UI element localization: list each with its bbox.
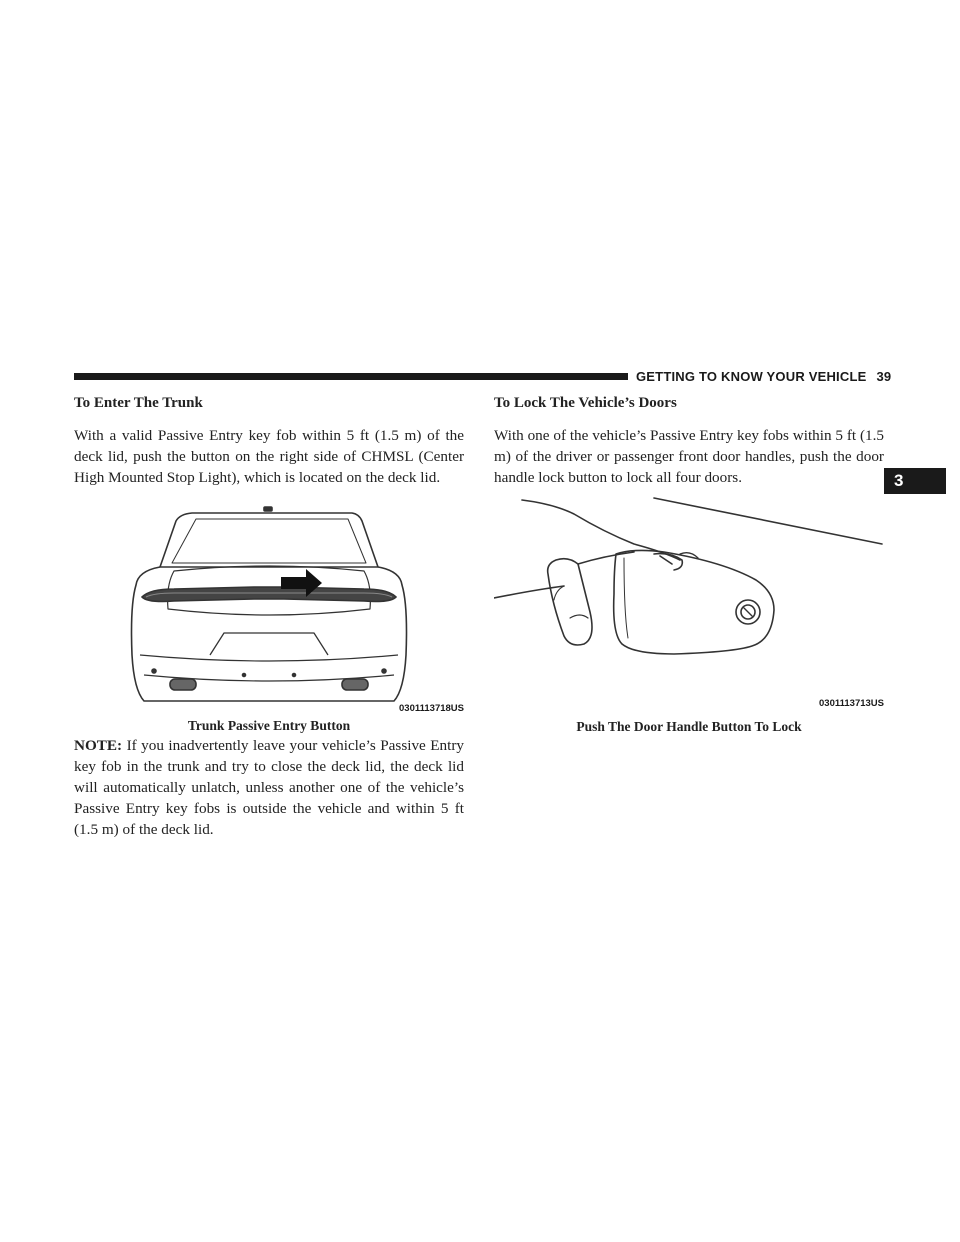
trunk-figure-code: 0301113718US <box>399 703 464 714</box>
left-column <box>74 393 464 840</box>
car-rear-illustration <box>74 505 464 715</box>
section-title: GETTING TO KNOW YOUR VEHICLE <box>636 369 867 384</box>
note-text: If you inadvertently leave your vehicle’s Passive Entry key fob in the trunk and try to close the deck lid, the deck lid will automatically unlatch, unless another one of the vehicle’s Passive Entry key fobs is outside the vehicle and within 5 ft (1.5 m) of the deck lid. <box>74 737 465 838</box>
right-column <box>494 393 884 736</box>
door-handle-figure <box>494 494 884 716</box>
trunk-paragraph: With a valid Passive Entry key fob within 5 ft (1.5 m) of the deck lid, push the button on the right side of CHMSL (Center High Mounted Stop Light), which is located on the deck lid. <box>74 427 464 486</box>
note-label: NOTE: <box>74 737 123 754</box>
chapter-tab: 3 <box>884 468 946 494</box>
lock-paragraph: With one of the vehicle’s Passive Entry key fobs within 5 ft (1.5 m) of the driver or passenger front door handles, push the door handle lock button to lock all four doors. <box>494 427 884 486</box>
header-rule <box>74 373 628 380</box>
page-number: 39 <box>876 369 892 384</box>
door-caption: Push The Door Handle Button To Lock <box>576 719 802 734</box>
trunk-heading: To Enter The Trunk <box>74 395 203 411</box>
door-figure-code: 0301113713US <box>819 698 884 709</box>
running-header <box>636 369 891 384</box>
door-handle-illustration <box>494 494 884 716</box>
trunk-figure <box>74 505 464 715</box>
note-paragraph <box>74 735 464 840</box>
trunk-caption: Trunk Passive Entry Button <box>187 718 351 733</box>
lock-heading: To Lock The Vehicle’s Doors <box>494 395 677 411</box>
